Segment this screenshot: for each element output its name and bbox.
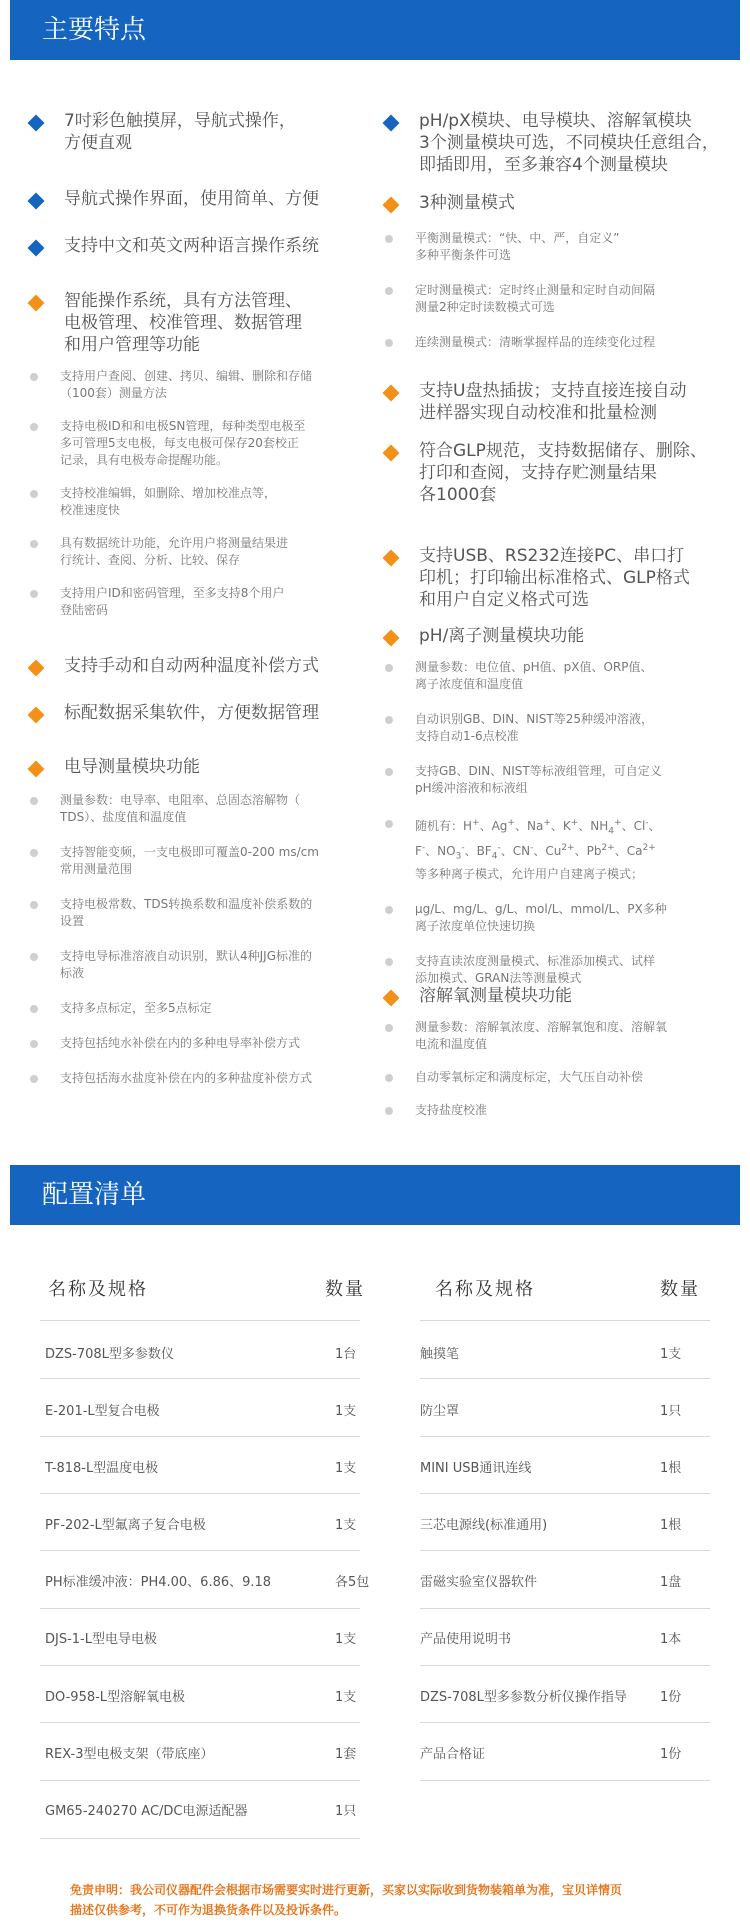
feature-detail-text: 具有数据统计功能，允许用户将测量结果进 <box>60 536 289 550</box>
feature-detail-text: 离子浓度单位快速切换 <box>415 918 536 933</box>
feature-detail-text: 标液 <box>60 966 85 980</box>
disclaimer-line-2: 描述仅供参考，不可作为退换货条件以及投诉条件。 <box>70 1903 347 1917</box>
feature-item <box>385 625 745 987</box>
diamond-bullet-icon <box>28 295 45 312</box>
feature-detail-text: 支持包括海水盐度补偿在内的多种盐度补偿方式 <box>60 1071 313 1085</box>
feature-detail-text: 校准速度快 <box>60 503 121 517</box>
diamond-bullet-icon <box>28 761 45 778</box>
table-row-divider <box>665 1436 710 1437</box>
table-cell: 1份 <box>660 1747 682 1762</box>
table-cell: 1套 <box>335 1747 357 1762</box>
feature-item <box>385 380 745 424</box>
table-row-divider <box>40 1665 315 1666</box>
feature-text: 电极管理、校准管理、数据管理 <box>64 313 302 333</box>
table-cell: 1台 <box>335 1347 357 1362</box>
feature-item <box>30 655 375 677</box>
feature-detail-text: 常用测量范围 <box>60 862 133 876</box>
table-cell: 1支 <box>335 1632 357 1647</box>
table-row-divider <box>40 1780 315 1781</box>
ion-symbol: 、Na <box>514 819 544 833</box>
table-header: 数量 <box>325 1279 365 1300</box>
feature-detail-text: 电流和温度值 <box>415 1037 488 1051</box>
table-row-divider <box>285 1320 360 1321</box>
ion-symbol: 、Cu <box>533 844 562 859</box>
ion-symbol: 、CN <box>500 844 531 859</box>
dot-bullet-icon <box>385 768 393 776</box>
dot-bullet-icon <box>385 287 393 295</box>
feature-item <box>385 110 745 176</box>
diamond-bullet-icon <box>383 445 400 462</box>
feature-text: 方便直观 <box>64 133 132 153</box>
table-row-divider <box>665 1493 710 1494</box>
feature-detail-text: 测量参数：电导率、电阻率、总固态溶解物（ <box>60 793 301 807</box>
feature-detail-text: μg/L、mg/L、g/L、mol/L、mmol/L、PX多种 <box>415 901 667 916</box>
feature-text: 支持手动和自动两种温度补偿方式 <box>64 656 319 676</box>
dot-bullet-icon <box>30 373 38 381</box>
diamond-bullet-icon <box>383 115 400 132</box>
table-row-divider <box>40 1608 315 1609</box>
table-cell: PH标准缓冲液：PH4.00、6.86、9.18 <box>45 1575 272 1590</box>
ion-charge: 2+ <box>561 843 575 854</box>
table-row-divider <box>420 1608 665 1609</box>
feature-detail-text: 记录，具有电极寿命提醒功能。 <box>60 453 229 467</box>
table-cell: 1根 <box>660 1461 682 1476</box>
feature-detail-text: 支持包括纯水补偿在内的多种电导率补偿方式 <box>60 1036 301 1050</box>
feature-text: 电导测量模块功能 <box>64 757 200 777</box>
table-cell: DZS-708L型多参数分析仪操作指导 <box>420 1690 627 1705</box>
feature-text: pH/离子测量模块功能 <box>419 626 585 646</box>
feature-detail-text: 支持电极ID和和电极SN管理，每种类型电极至 <box>60 419 306 433</box>
table-row-divider <box>285 1378 360 1379</box>
table-row-divider <box>665 1608 710 1609</box>
ion-symbol: 、BF <box>464 844 492 859</box>
feature-detail-text: 支持GB、DIN、NIST等标液组管理，可自定义 <box>415 764 662 778</box>
table-row-divider <box>420 1493 665 1494</box>
table-row-divider <box>665 1780 710 1781</box>
feature-item <box>30 756 375 1087</box>
feature-detail-text: 支持用户ID和密码管理，至多支持8个用户 <box>60 586 285 600</box>
table-row-divider <box>40 1550 315 1551</box>
table-cell: DZS-708L型多参数仪 <box>45 1347 174 1362</box>
feature-detail-text: 多可管理5支电极，每支电极可保存20套校正 <box>60 436 299 450</box>
table-cell: E-201-L型复合电极 <box>45 1404 160 1419</box>
dot-bullet-icon <box>30 1005 38 1013</box>
table-row-divider <box>420 1550 665 1551</box>
table-cell: 1支 <box>660 1347 682 1362</box>
feature-detail-text: 测量2种定时读数模式可选 <box>415 300 555 314</box>
disclaimer <box>70 1880 710 1920</box>
table-cell: 雷磁实验室仪器软件 <box>420 1575 538 1590</box>
feature-detail-text: 支持多点标定，至多5点标定 <box>60 1001 212 1015</box>
feature-detail-text: 离子浓度值和温度值 <box>415 677 524 691</box>
table-cell: PF-202-L型氟离子复合电极 <box>45 1518 206 1533</box>
table-row-divider <box>665 1378 710 1379</box>
feature-text: 导航式操作界面，使用简单、方便 <box>64 189 319 209</box>
ion-charge: - <box>530 843 534 854</box>
feature-text: 7吋彩色触摸屏，导航式操作， <box>64 111 296 131</box>
diamond-bullet-icon <box>383 550 400 567</box>
feature-text: 打印和查阅，支持存贮测量结果 <box>419 463 657 483</box>
table-row-divider <box>285 1722 360 1723</box>
table-row-divider <box>420 1665 665 1666</box>
table-cell: 触摸笔 <box>420 1347 460 1362</box>
ion-charge: + <box>614 818 622 828</box>
feature-item <box>30 110 375 154</box>
table-cell: 1根 <box>660 1518 682 1533</box>
dot-bullet-icon <box>385 958 393 966</box>
table-row-divider <box>665 1722 710 1723</box>
feature-detail-text: 支持盐度校准 <box>415 1103 488 1117</box>
dot-bullet-icon <box>385 1074 393 1082</box>
table-cell: 1支 <box>335 1404 357 1419</box>
feature-item <box>385 545 745 611</box>
ion-suffix: 等多种离子模式，允许用户自建离子模式； <box>415 866 644 881</box>
table-header: 名称及规格 <box>48 1279 148 1300</box>
table-row-divider <box>420 1378 665 1379</box>
feature-detail-text: 定时测量模式：定时终止测量和定时自动间隔 <box>415 283 656 297</box>
ion-charge: + <box>507 818 515 828</box>
table-cell: 1盘 <box>660 1575 682 1590</box>
feature-item <box>385 985 745 1119</box>
table-row-divider <box>420 1722 665 1723</box>
feature-detail-text: 连续测量模式：清晰掌握样品的连续变化过程 <box>415 335 656 349</box>
diamond-bullet-icon <box>383 385 400 402</box>
feature-detail-text: 支持用户查阅、创建、拷贝、编辑、删除和存储 <box>60 369 313 383</box>
feature-detail-text: 支持自动1-6点校准 <box>415 729 519 743</box>
table-row-divider <box>40 1493 315 1494</box>
dot-bullet-icon <box>385 820 393 828</box>
dot-bullet-icon <box>30 490 38 498</box>
features-banner: 主要特点 <box>10 0 740 60</box>
feature-text: 各1000套 <box>419 485 497 505</box>
dot-bullet-icon <box>30 540 38 548</box>
table-cell: 1只 <box>660 1404 682 1419</box>
table-row-divider <box>665 1320 710 1321</box>
table-cell: 1本 <box>660 1632 682 1647</box>
feature-detail-text: 自动零氧标定和满度标定，大气压自动补偿 <box>415 1070 644 1084</box>
dot-bullet-icon <box>30 901 38 909</box>
dot-bullet-icon <box>385 716 393 724</box>
ion-symbol: 、K <box>550 819 571 833</box>
table-row-divider <box>285 1550 360 1551</box>
ion-charge: - <box>421 843 426 854</box>
ion-symbol: 、Pb <box>574 844 602 859</box>
feature-text: 和用户自定义格式可选 <box>419 590 589 610</box>
dot-bullet-icon <box>30 423 38 431</box>
table-row-divider <box>285 1493 360 1494</box>
ion-charge: + <box>570 818 579 828</box>
table-cell: DJS-1-L型电导电极 <box>45 1632 157 1647</box>
feature-detail-text: TDS）、盐度值和温度值 <box>60 810 187 824</box>
feature-text: 3个测量模块可选，不同模块任意组合， <box>419 133 719 153</box>
feature-text: 支持中文和英文两种语言操作系统 <box>64 236 319 256</box>
table-row-divider <box>40 1320 315 1321</box>
table-row-divider <box>285 1436 360 1437</box>
table-cell: 1支 <box>335 1461 357 1476</box>
ion-symbol: 、NO <box>425 844 456 859</box>
feature-item <box>385 192 745 351</box>
table-row-divider <box>40 1436 315 1437</box>
feature-detail-text: 支持校准编辑，如删除、增加校准点等， <box>60 486 277 500</box>
feature-text: 即插即用，至多兼容4个测量模块 <box>419 155 668 175</box>
ion-charge: - <box>645 818 649 828</box>
diamond-bullet-icon <box>28 660 45 677</box>
feature-detail-text: 自动识别GB、DIN、NIST等25种缓冲溶液， <box>415 712 654 726</box>
ion-symbol: 、NH <box>578 819 609 833</box>
dot-bullet-icon <box>30 953 38 961</box>
feature-detail-text: （100套）测量方法 <box>60 386 167 400</box>
table-row-divider <box>40 1722 315 1723</box>
dot-bullet-icon <box>30 797 38 805</box>
table-row-divider <box>665 1665 710 1666</box>
feature-detail-text: 支持电极常数、TDS转换系数和温度补偿系数的 <box>60 897 313 911</box>
feature-text: 支持USB、RS232连接PC、串口打 <box>419 546 685 566</box>
table-cell: 三芯电源线(标准通用) <box>420 1518 548 1533</box>
dot-bullet-icon <box>30 1075 38 1083</box>
dot-bullet-icon <box>385 235 393 243</box>
diamond-bullet-icon <box>28 193 45 210</box>
feature-text: 进样器实现自动校准和批量检测 <box>419 403 657 423</box>
config-banner: 配置清单 <box>10 1165 740 1225</box>
feature-detail-text: 支持电导标准溶液自动识别，默认4种JJG标准的 <box>60 949 313 963</box>
feature-item <box>385 440 745 506</box>
diamond-bullet-icon <box>28 240 45 257</box>
dot-bullet-icon <box>385 1024 393 1032</box>
feature-text: pH/pX模块、电导模块、溶解氧模块 <box>419 111 692 131</box>
ion-prefix: 随机有： <box>415 819 464 833</box>
feature-detail-text: 支持智能变频，一支电极即可覆盖0-200 ms/cm <box>60 845 319 859</box>
ion-charge: 2+ <box>601 843 615 854</box>
table-cell: T-818-L型温度电极 <box>45 1461 159 1476</box>
table-cell: REX-3型电极支架（带底座） <box>45 1747 214 1762</box>
ion-symbol: 、Ca <box>614 844 643 859</box>
table-cell: 产品合格证 <box>420 1747 486 1762</box>
feature-detail-text: 测量参数：溶解氧浓度、溶解氧饱和度、溶解氧 <box>415 1020 668 1034</box>
table-row-divider <box>285 1838 360 1839</box>
feature-text: 溶解氧测量模块功能 <box>419 986 572 1006</box>
disclaimer-line-1: 免责申明：我公司仪器配件会根据市场需要实时进行更新，买家以实际收到货物装箱单为准，宝贝详情页 <box>70 1883 623 1897</box>
feature-detail-text: 登陆密码 <box>60 603 109 617</box>
table-cell: 1份 <box>660 1690 682 1705</box>
table-cell: 1只 <box>335 1804 357 1819</box>
feature-text: 标配数据采集软件，方便数据管理 <box>64 703 319 723</box>
ion-symbol: 、 <box>648 819 661 833</box>
table-row-divider <box>420 1780 665 1781</box>
table-header: 名称及规格 <box>435 1279 535 1300</box>
diamond-bullet-icon <box>383 630 400 647</box>
table-row-divider <box>285 1665 360 1666</box>
table-cell: GM65-240270 AC/DC电源适配器 <box>45 1804 248 1819</box>
diamond-bullet-icon <box>383 990 400 1007</box>
table-cell: 产品使用说明书 <box>420 1632 512 1647</box>
diamond-bullet-icon <box>28 707 45 724</box>
ion-subscript: 4 <box>608 826 615 837</box>
feature-text: 智能操作系统，具有方法管理、 <box>64 291 302 311</box>
ion-charge: - <box>461 843 465 854</box>
table-row-divider <box>420 1436 665 1437</box>
dot-bullet-icon <box>385 339 393 347</box>
table-cell: 各5包 <box>335 1575 370 1590</box>
table-header: 数量 <box>660 1279 700 1300</box>
ion-charge: 2+ <box>642 843 656 854</box>
ion-charge: - <box>497 843 501 854</box>
ion-subscript: 4 <box>491 851 498 862</box>
table-row-divider <box>420 1320 665 1321</box>
feature-detail-text: 多种平衡条件可选 <box>415 248 512 262</box>
table-cell: 1支 <box>335 1690 357 1705</box>
dot-bullet-icon <box>385 664 393 672</box>
feature-detail-text: 平衡测量模式：“快、中、严，自定义” <box>415 231 620 245</box>
dot-bullet-icon <box>30 1040 38 1048</box>
table-cell: 1支 <box>335 1518 357 1533</box>
table-cell: DO-958-L型溶解氧电极 <box>45 1690 186 1705</box>
diamond-bullet-icon <box>383 197 400 214</box>
feature-detail-text: 行统计、查阅、分析、比较、保存 <box>60 553 241 567</box>
table-row-divider <box>285 1780 360 1781</box>
feature-text: 和用户管理等功能 <box>64 335 200 355</box>
table-row-divider <box>40 1378 315 1379</box>
feature-detail-text: 添加模式、GRAN法等测量模式 <box>415 970 582 985</box>
feature-detail-text: 支持直读浓度测量模式、标准添加模式、试样 <box>415 953 656 968</box>
feature-text: 印机；打印输出标准格式、GLP格式 <box>419 568 690 588</box>
feature-text: 符合GLP规范，支持数据储存、删除、 <box>419 441 707 461</box>
feature-text: 3种测量模式 <box>419 193 515 213</box>
feature-text: 支持U盘热插拔；支持直接连接自动 <box>419 381 687 401</box>
table-row-divider <box>665 1550 710 1551</box>
feature-item <box>30 702 375 724</box>
dot-bullet-icon <box>385 1107 393 1115</box>
ion-subscript: 3 <box>455 851 462 862</box>
ion-charge: + <box>472 818 480 828</box>
diamond-bullet-icon <box>28 115 45 132</box>
table-cell: 防尘罩 <box>420 1404 460 1419</box>
feature-item <box>30 290 375 619</box>
ion-charge: + <box>543 818 551 828</box>
ion-symbol: 、Ag <box>479 819 508 833</box>
table-row-divider <box>285 1608 360 1609</box>
table-cell: MINI USB通讯连线 <box>420 1461 532 1476</box>
dot-bullet-icon <box>385 906 393 914</box>
ion-symbol: 、Cl <box>621 819 646 833</box>
ion-symbol: H <box>463 819 473 833</box>
feature-detail-text: 设置 <box>60 914 85 928</box>
ion-list <box>385 815 745 883</box>
table-row-divider <box>40 1838 315 1839</box>
feature-item <box>30 188 375 210</box>
feature-detail-text: pH缓冲溶液和标液组 <box>415 781 528 795</box>
ion-symbol: F <box>415 844 422 859</box>
dot-bullet-icon <box>30 590 38 598</box>
feature-detail-text: 测量参数：电位值、pH值、pX值、ORP值、 <box>415 660 653 674</box>
dot-bullet-icon <box>30 849 38 857</box>
feature-item <box>30 235 375 257</box>
